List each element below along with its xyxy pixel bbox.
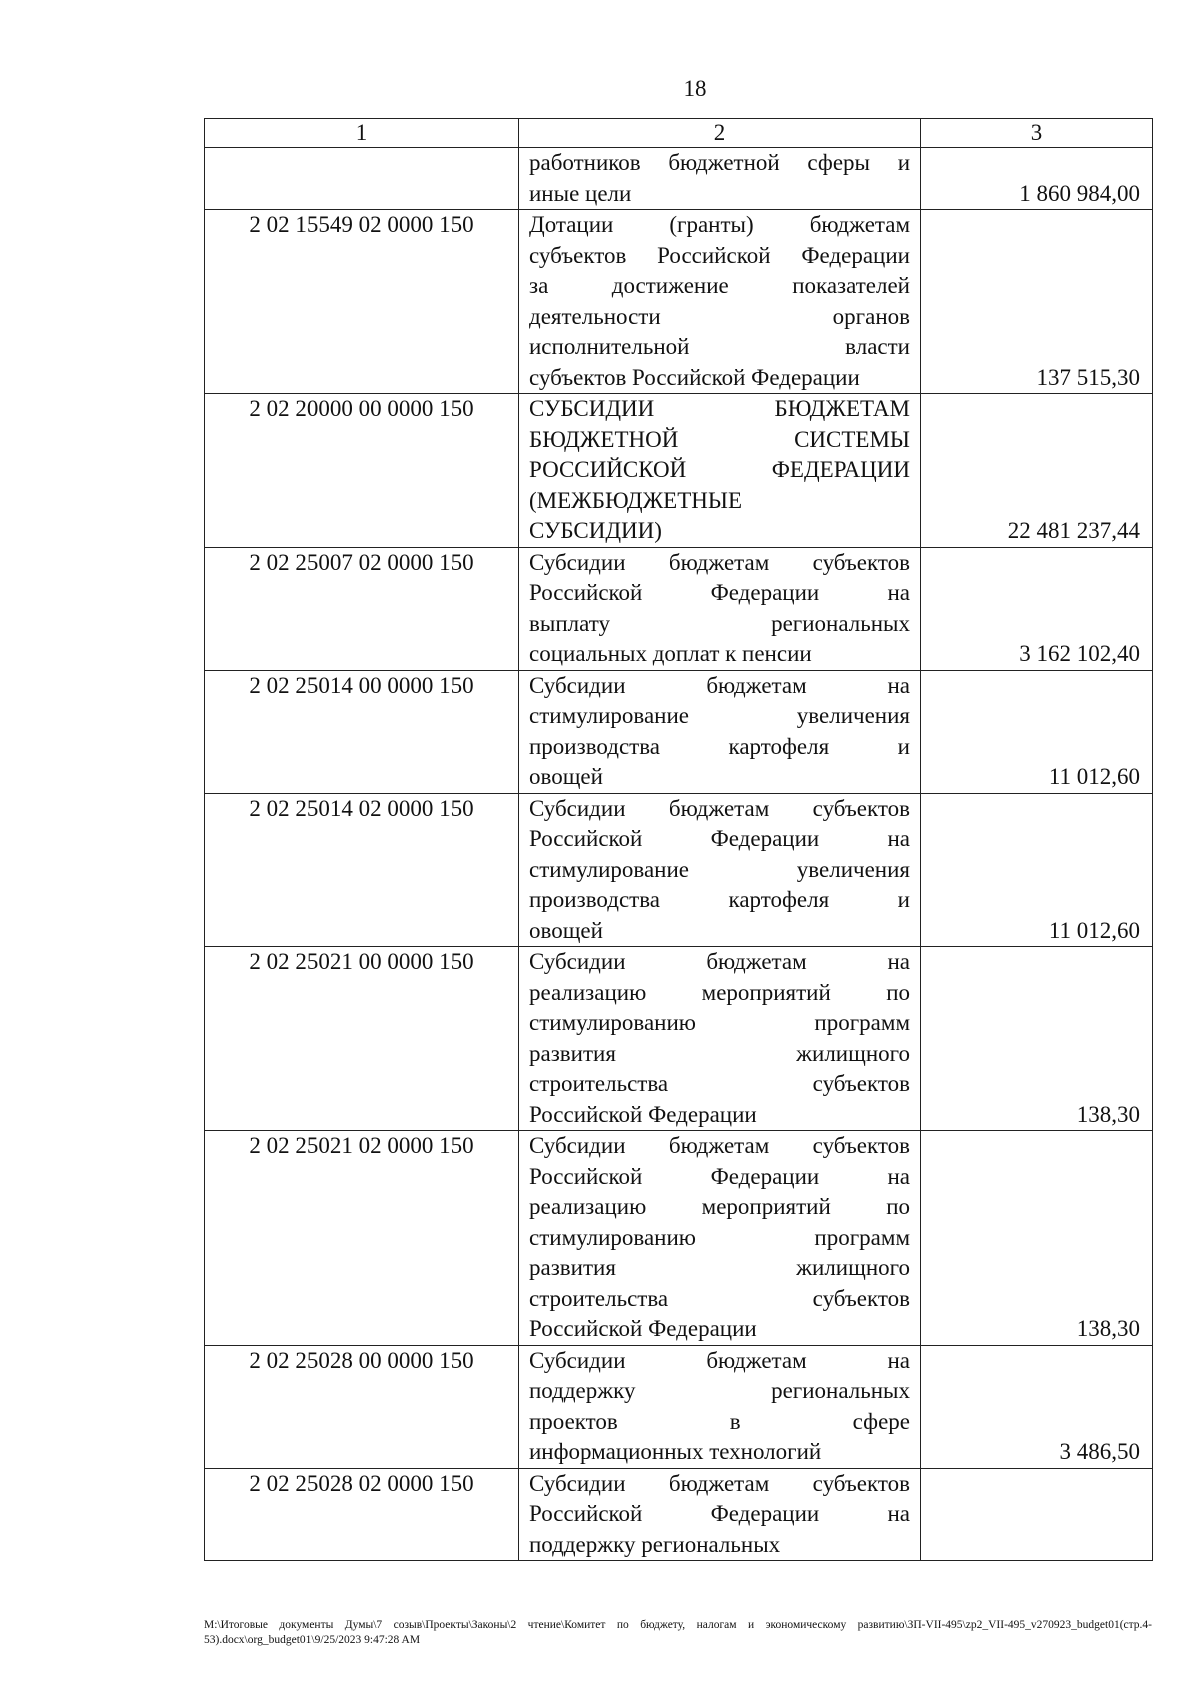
description-line: стимулированию программ [529,1224,910,1250]
description-line: Российской Федерации на [529,826,910,851]
description-line: исполнительной власти [529,334,910,359]
table-row [205,210,1153,394]
description-line: Субсидии бюджетам на [529,1347,910,1373]
table-row [205,947,1153,1131]
amount-cell: 3 162 102,40 [921,547,1153,670]
description-line: поддержку региональных [529,1531,781,1557]
description-cell [519,210,921,394]
description-line: производства картофеля и [529,887,910,912]
description-line: развития жилищного [529,1255,910,1280]
table-row [205,1468,1153,1561]
description-line: БЮДЖЕТНОЙ СИСТЕМЫ [529,426,910,452]
description-line: проектов в сфере [529,1408,910,1434]
amount-cell: 137 515,30 [921,210,1153,394]
description-line: овощей [529,917,603,943]
header-row [205,119,1153,148]
description-line: стимулированию программ [529,1010,910,1035]
table-row [205,148,1153,210]
description-line: Российской Федерации [529,1101,757,1127]
table-row [205,394,1153,548]
description-cell [519,1468,921,1561]
description-line: Субсидии бюджетам субъектов [529,1470,910,1496]
description-line: Субсидии бюджетам на [529,949,910,974]
description-cell [519,793,921,947]
budget-code-cell: 2 02 25014 02 0000 150 [205,793,519,947]
description-line: овощей [529,764,603,789]
column-header-2: 2 [519,119,921,148]
amount-cell [921,1468,1153,1561]
budget-table-container [204,118,1152,1561]
budget-code-cell: 2 02 25021 00 0000 150 [205,947,519,1131]
table-row [205,547,1153,670]
description-cell [519,1345,921,1468]
description-line: реализацию мероприятий по [529,979,910,1005]
description-line: РОССИЙСКОЙ ФЕДЕРАЦИИ [529,457,910,482]
description-line: работников бюджетной сферы и [529,150,910,175]
amount-cell: 22 481 237,44 [921,394,1153,548]
description-line: строительства субъектов [529,1285,910,1311]
description-cell [519,394,921,548]
budget-code-cell: 2 02 25014 00 0000 150 [205,670,519,793]
amount-cell: 11 012,60 [921,793,1153,947]
table-row [205,670,1153,793]
description-line: поддержку региональных [529,1378,910,1403]
description-line: (МЕЖБЮДЖЕТНЫЕ [529,487,742,513]
budget-code-cell: 2 02 25028 00 0000 150 [205,1345,519,1468]
page-number: 18 [683,76,707,101]
budget-code-cell: 2 02 25028 02 0000 150 [205,1468,519,1561]
description-cell [519,947,921,1131]
column-header-3: 3 [921,119,1153,148]
description-line: стимулирование увеличения [529,856,910,882]
budget-code-cell: 2 02 20000 00 0000 150 [205,394,519,548]
description-line: Дотации (гранты) бюджетам [529,212,910,237]
description-line: Российской Федерации на [529,1163,910,1189]
description-line: Российской Федерации [529,1316,757,1341]
description-line: строительства субъектов [529,1071,910,1096]
description-line: производства картофеля и [529,733,910,759]
table-row [205,1131,1153,1346]
amount-cell: 138,30 [921,1131,1153,1346]
description-cell [519,148,921,210]
description-line: СУБСИДИИ БЮДЖЕТАМ [529,396,910,421]
description-line: стимулирование увеличения [529,703,910,728]
description-line: Субсидии бюджетам субъектов [529,1133,910,1158]
description-line: реализацию мероприятий по [529,1194,910,1219]
budget-code-cell: 2 02 25021 02 0000 150 [205,1131,519,1346]
budget-table [204,118,1153,1561]
description-line: развития жилищного [529,1040,910,1066]
description-line: субъектов Российской Федерации [529,364,860,390]
description-cell [519,1131,921,1346]
description-line: иные цели [529,180,632,206]
description-line: Российской Федерации на [529,580,910,605]
amount-cell: 1 860 984,00 [921,148,1153,210]
amount-cell: 3 486,50 [921,1345,1153,1468]
file-path-footer: M:\Итоговые документы Думы\7 созыв\Проекты\Законы\2 чтение\Комитет по бюджету, налогам и экономическому развитию\ЗП-VII-495\zp2_VII-495_v270923_budget01(стр.4-53).docx\org_budget01\9/25/2023 9:47:28 AM [204,1619,1152,1646]
description-line: Субсидии бюджетам субъектов [529,549,910,575]
description-cell [519,547,921,670]
budget-code-cell: 2 02 25007 02 0000 150 [205,547,519,670]
amount-cell: 138,30 [921,947,1153,1131]
column-header-1: 1 [205,119,519,148]
description-line: выплату региональных [529,610,910,636]
description-line: информационных технологий [529,1439,822,1464]
amount-cell: 11 012,60 [921,670,1153,793]
table-row [205,1345,1153,1468]
description-line: СУБСИДИИ) [529,518,662,543]
description-line: социальных доплат к пенсии [529,641,812,666]
description-cell [519,670,921,793]
description-line: деятельности органов [529,303,910,329]
description-line: за достижение показателей [529,273,910,298]
description-line: Субсидии бюджетам на [529,672,910,698]
table-body [205,148,1153,1561]
description-line: субъектов Российской Федерации [529,242,910,268]
table-row [205,793,1153,947]
description-line: Субсидии бюджетам субъектов [529,795,910,821]
budget-code-cell [205,148,519,210]
description-line: Российской Федерации на [529,1501,910,1526]
budget-code-cell: 2 02 15549 02 0000 150 [205,210,519,394]
